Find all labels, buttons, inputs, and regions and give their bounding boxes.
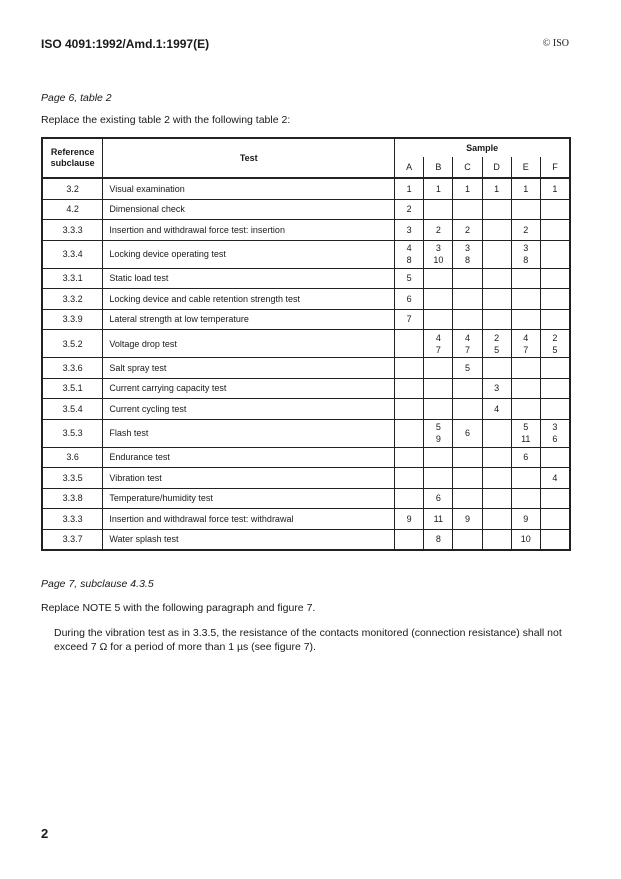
reference-subclause-cell: 3.3.1 [42,268,103,289]
sample-b-cell [424,309,453,330]
sample-sequence-number: 5 [552,344,558,355]
table-row [42,220,570,241]
sample-sequence-number: 4 [523,332,529,343]
sample-table [41,137,571,551]
table-row [42,378,570,399]
sample-d-cell [482,419,511,447]
sample-sequence-number: 3 [464,243,470,253]
sample-e-cell [511,178,540,199]
test-name-cell: Current cycling test [103,399,395,420]
test-name-cell: Lateral strength at low temperature [103,309,395,330]
table-row [42,330,570,358]
sample-sequence-number: 11 [433,513,443,524]
sample-b-cell [424,447,453,468]
sample-f-cell [540,268,570,289]
section1-reference: Page 6, table 2 [41,92,112,104]
sample-a-cell [395,529,424,550]
sample-sequence-number: 2 [464,224,470,235]
sample-f-cell [540,447,570,468]
sample-e-cell [511,240,540,268]
sample-sequence-number: 4 [494,403,500,414]
sample-d-cell [482,509,511,530]
sample-sequence-number: 6 [464,428,470,438]
sample-d-cell [482,309,511,330]
sample-d-cell [482,330,511,358]
sample-sequence-number: 7 [406,314,412,325]
table-row [42,199,570,220]
sample-a-cell [395,509,424,530]
reference-subclause-cell: 3.3.3 [42,220,103,241]
sample-a-cell [395,199,424,220]
sample-d-cell [482,468,511,489]
reference-subclause-cell: 3.6 [42,447,103,468]
sample-sequence-number: 2 [435,224,441,235]
sample-d-cell [482,240,511,268]
sample-letter: F [540,157,570,178]
sample-f-cell [540,468,570,489]
reference-subclause-cell: 3.3.8 [42,488,103,509]
sample-a-cell [395,309,424,330]
sample-sequence-number: 1 [406,183,412,194]
sample-d-cell [482,199,511,220]
table-header-row [42,138,570,157]
sample-a-cell [395,419,424,447]
table-row [42,358,570,379]
sample-sequence-number: 4 [552,472,558,483]
sample-c-cell [453,399,482,420]
sample-sequence-number: 8 [406,255,412,265]
sample-sequence-number: 1 [435,183,441,194]
sample-d-cell [482,358,511,379]
sample-letter: B [424,157,453,178]
reference-subclause-cell: 3.2 [42,178,103,199]
test-name-cell: Voltage drop test [103,330,395,358]
sample-c-cell [453,468,482,489]
page-number: 2 [41,826,49,841]
sample-e-cell [511,509,540,530]
test-name-cell: Salt spray test [103,358,395,379]
sample-d-cell [482,268,511,289]
sample-letter: A [395,157,424,178]
test-name-cell: Dimensional check [103,199,395,220]
reference-subclause-cell: 3.3.9 [42,309,103,330]
sample-b-cell [424,399,453,420]
sample-sequence-number: 5 [494,344,500,355]
table-row [42,488,570,509]
section1-instruction: Replace the existing table 2 with the following table 2: [41,114,291,126]
sample-c-cell [453,330,482,358]
section2-instruction: Replace NOTE 5 with the following paragraph and figure 7. [41,602,316,614]
test-name-cell: Insertion and withdrawal force test: withdrawal [103,509,395,530]
table-row [42,468,570,489]
sample-sequence-number: 6 [406,293,412,304]
sample-sequence-number: 8 [435,534,441,545]
table-row [42,268,570,289]
sample-a-cell [395,330,424,358]
sample-a-cell [395,447,424,468]
sample-f-cell [540,488,570,509]
sample-sequence-number: 4 [435,332,441,343]
sample-e-cell [511,488,540,509]
sample-d-cell [482,447,511,468]
table-row [42,399,570,420]
sample-e-cell [511,468,540,489]
sample-b-cell [424,509,453,530]
sample-d-cell [482,220,511,241]
sample-sequence-number: 4 [406,243,412,253]
sample-a-cell [395,358,424,379]
test-name-cell: Insertion and withdrawal force test: insertion [103,220,395,241]
sample-sequence-number: 1 [523,183,529,194]
sample-sequence-number: 8 [523,255,529,265]
sample-d-cell [482,378,511,399]
sample-e-cell [511,358,540,379]
sample-sequence-number: 5 [406,273,412,284]
table-row [42,447,570,468]
reference-subclause-cell: 3.3.4 [42,240,103,268]
test-name-cell: Static load test [103,268,395,289]
sample-e-cell [511,529,540,550]
sample-sequence-number: 3 [552,422,558,432]
reference-subclause-cell: 3.5.4 [42,399,103,420]
table-row [42,289,570,310]
sample-e-cell [511,378,540,399]
sample-f-cell [540,419,570,447]
sample-a-cell [395,399,424,420]
sample-b-cell [424,529,453,550]
sample-c-cell [453,488,482,509]
sample-e-cell [511,419,540,447]
sample-f-cell [540,509,570,530]
sample-f-cell [540,378,570,399]
sample-sequence-number: 9 [435,434,441,444]
section2-paragraph: During the vibration test as in 3.3.5, the resistance of the contacts monitored (connection resistance) shall not exceed 7 Ω for a period of more than 1 µs (see figure 7). [54,627,562,653]
table-body [42,178,570,550]
sample-e-cell [511,268,540,289]
sample-c-cell [453,509,482,530]
sample-a-cell [395,468,424,489]
reference-subclause-cell: 3.3.6 [42,358,103,379]
table-row [42,419,570,447]
sample-b-cell [424,199,453,220]
sample-f-cell [540,289,570,310]
sample-d-cell [482,529,511,550]
sample-c-cell [453,358,482,379]
sample-a-cell [395,178,424,199]
test-name-cell: Water splash test [103,529,395,550]
sample-sequence-number: 5 [435,422,441,432]
sample-sequence-number: 10 [433,255,444,265]
sample-e-cell [511,199,540,220]
sample-c-cell [453,268,482,289]
sample-e-cell [511,330,540,358]
sample-sequence-number: 11 [521,434,531,444]
sample-e-cell [511,447,540,468]
reference-subclause-cell: 3.5.2 [42,330,103,358]
sample-b-cell [424,268,453,289]
test-name-cell: Flash test [103,419,395,447]
sample-b-cell [424,330,453,358]
sample-c-cell [453,289,482,310]
sample-b-cell [424,419,453,447]
sample-f-cell [540,220,570,241]
test-name-cell: Locking device and cable retention strength test [103,289,395,310]
reference-subclause-cell: 3.3.7 [42,529,103,550]
sample-e-cell [511,309,540,330]
sample-b-cell [424,468,453,489]
sample-d-cell [482,399,511,420]
sample-b-cell [424,289,453,310]
section2-reference: Page 7, subclause 4.3.5 [41,578,154,590]
sample-sequence-number: 1 [494,183,500,194]
sample-sequence-number: 3 [406,224,412,235]
sample-d-cell [482,289,511,310]
col-header-sample: Sample [395,138,570,157]
test-name-cell: Current carrying capacity test [103,378,395,399]
col-header-reference: Reference subclause [42,138,103,178]
sample-sequence-number: 6 [552,434,558,444]
sample-sequence-number: 6 [523,452,529,463]
sample-c-cell [453,419,482,447]
reference-subclause-cell: 3.5.1 [42,378,103,399]
test-name-cell: Temperature/humidity test [103,488,395,509]
sample-d-cell [482,488,511,509]
sample-f-cell [540,199,570,220]
sample-a-cell [395,268,424,289]
sample-sequence-number: 2 [552,332,558,343]
sample-b-cell [424,240,453,268]
sample-f-cell [540,399,570,420]
sample-e-cell [511,289,540,310]
sample-sequence-number: 3 [435,243,441,253]
sample-sequence-number: 4 [464,332,470,343]
sample-a-cell [395,289,424,310]
sample-c-cell [453,529,482,550]
sample-f-cell [540,178,570,199]
sample-c-cell [453,178,482,199]
sample-b-cell [424,488,453,509]
sample-e-cell [511,220,540,241]
sample-a-cell [395,240,424,268]
sample-e-cell [511,399,540,420]
sample-sequence-number: 2 [406,204,412,215]
sample-letter: E [511,157,540,178]
sample-c-cell [453,220,482,241]
reference-subclause-cell: 3.3.2 [42,289,103,310]
sample-b-cell [424,220,453,241]
sample-f-cell [540,330,570,358]
test-name-cell: Vibration test [103,468,395,489]
sample-sequence-number: 1 [552,183,558,194]
sample-sequence-number: 7 [523,344,529,355]
table-row [42,529,570,550]
reference-subclause-cell: 3.3.3 [42,509,103,530]
document-header-standard: ISO 4091:1992/Amd.1:1997(E) [41,37,210,51]
sample-a-cell [395,378,424,399]
sample-c-cell [453,378,482,399]
sample-sequence-number: 7 [435,344,441,355]
sample-letter: C [453,157,482,178]
test-name-cell: Visual examination [103,178,395,199]
table-row [42,509,570,530]
test-name-cell: Endurance test [103,447,395,468]
sample-sequence-number: 3 [523,243,529,253]
sample-f-cell [540,240,570,268]
sample-sequence-number: 1 [464,183,470,194]
table-row [42,240,570,268]
sample-a-cell [395,220,424,241]
sample-b-cell [424,378,453,399]
sample-sequence-number: 2 [494,332,500,343]
test-name-cell: Locking device operating test [103,240,395,268]
sample-sequence-number: 7 [464,344,470,355]
sample-f-cell [540,309,570,330]
reference-subclause-cell: 3.3.5 [42,468,103,489]
sample-c-cell [453,447,482,468]
sample-b-cell [424,358,453,379]
sample-c-cell [453,240,482,268]
sample-b-cell [424,178,453,199]
reference-subclause-cell: 3.5.3 [42,419,103,447]
sample-a-cell [395,488,424,509]
sample-f-cell [540,358,570,379]
sample-sequence-number: 8 [464,255,470,265]
sample-sequence-number: 6 [435,493,441,504]
sample-sequence-number: 2 [523,224,529,235]
sample-sequence-number: 5 [523,422,529,432]
sample-sequence-number: 10 [520,534,531,545]
sample-f-cell [540,529,570,550]
document-header-copyright: © ISO [542,38,569,49]
sample-sequence-number: 9 [464,513,470,524]
sample-c-cell [453,309,482,330]
sample-sequence-number: 3 [494,383,500,394]
sample-letter: D [482,157,511,178]
table-row [42,178,570,199]
sample-d-cell [482,178,511,199]
sample-c-cell [453,199,482,220]
reference-subclause-cell: 4.2 [42,199,103,220]
table-row [42,309,570,330]
sample-sequence-number: 5 [464,362,470,373]
sample-sequence-number: 9 [523,513,529,524]
sample-sequence-number: 9 [406,513,412,524]
col-header-test: Test [103,138,395,178]
